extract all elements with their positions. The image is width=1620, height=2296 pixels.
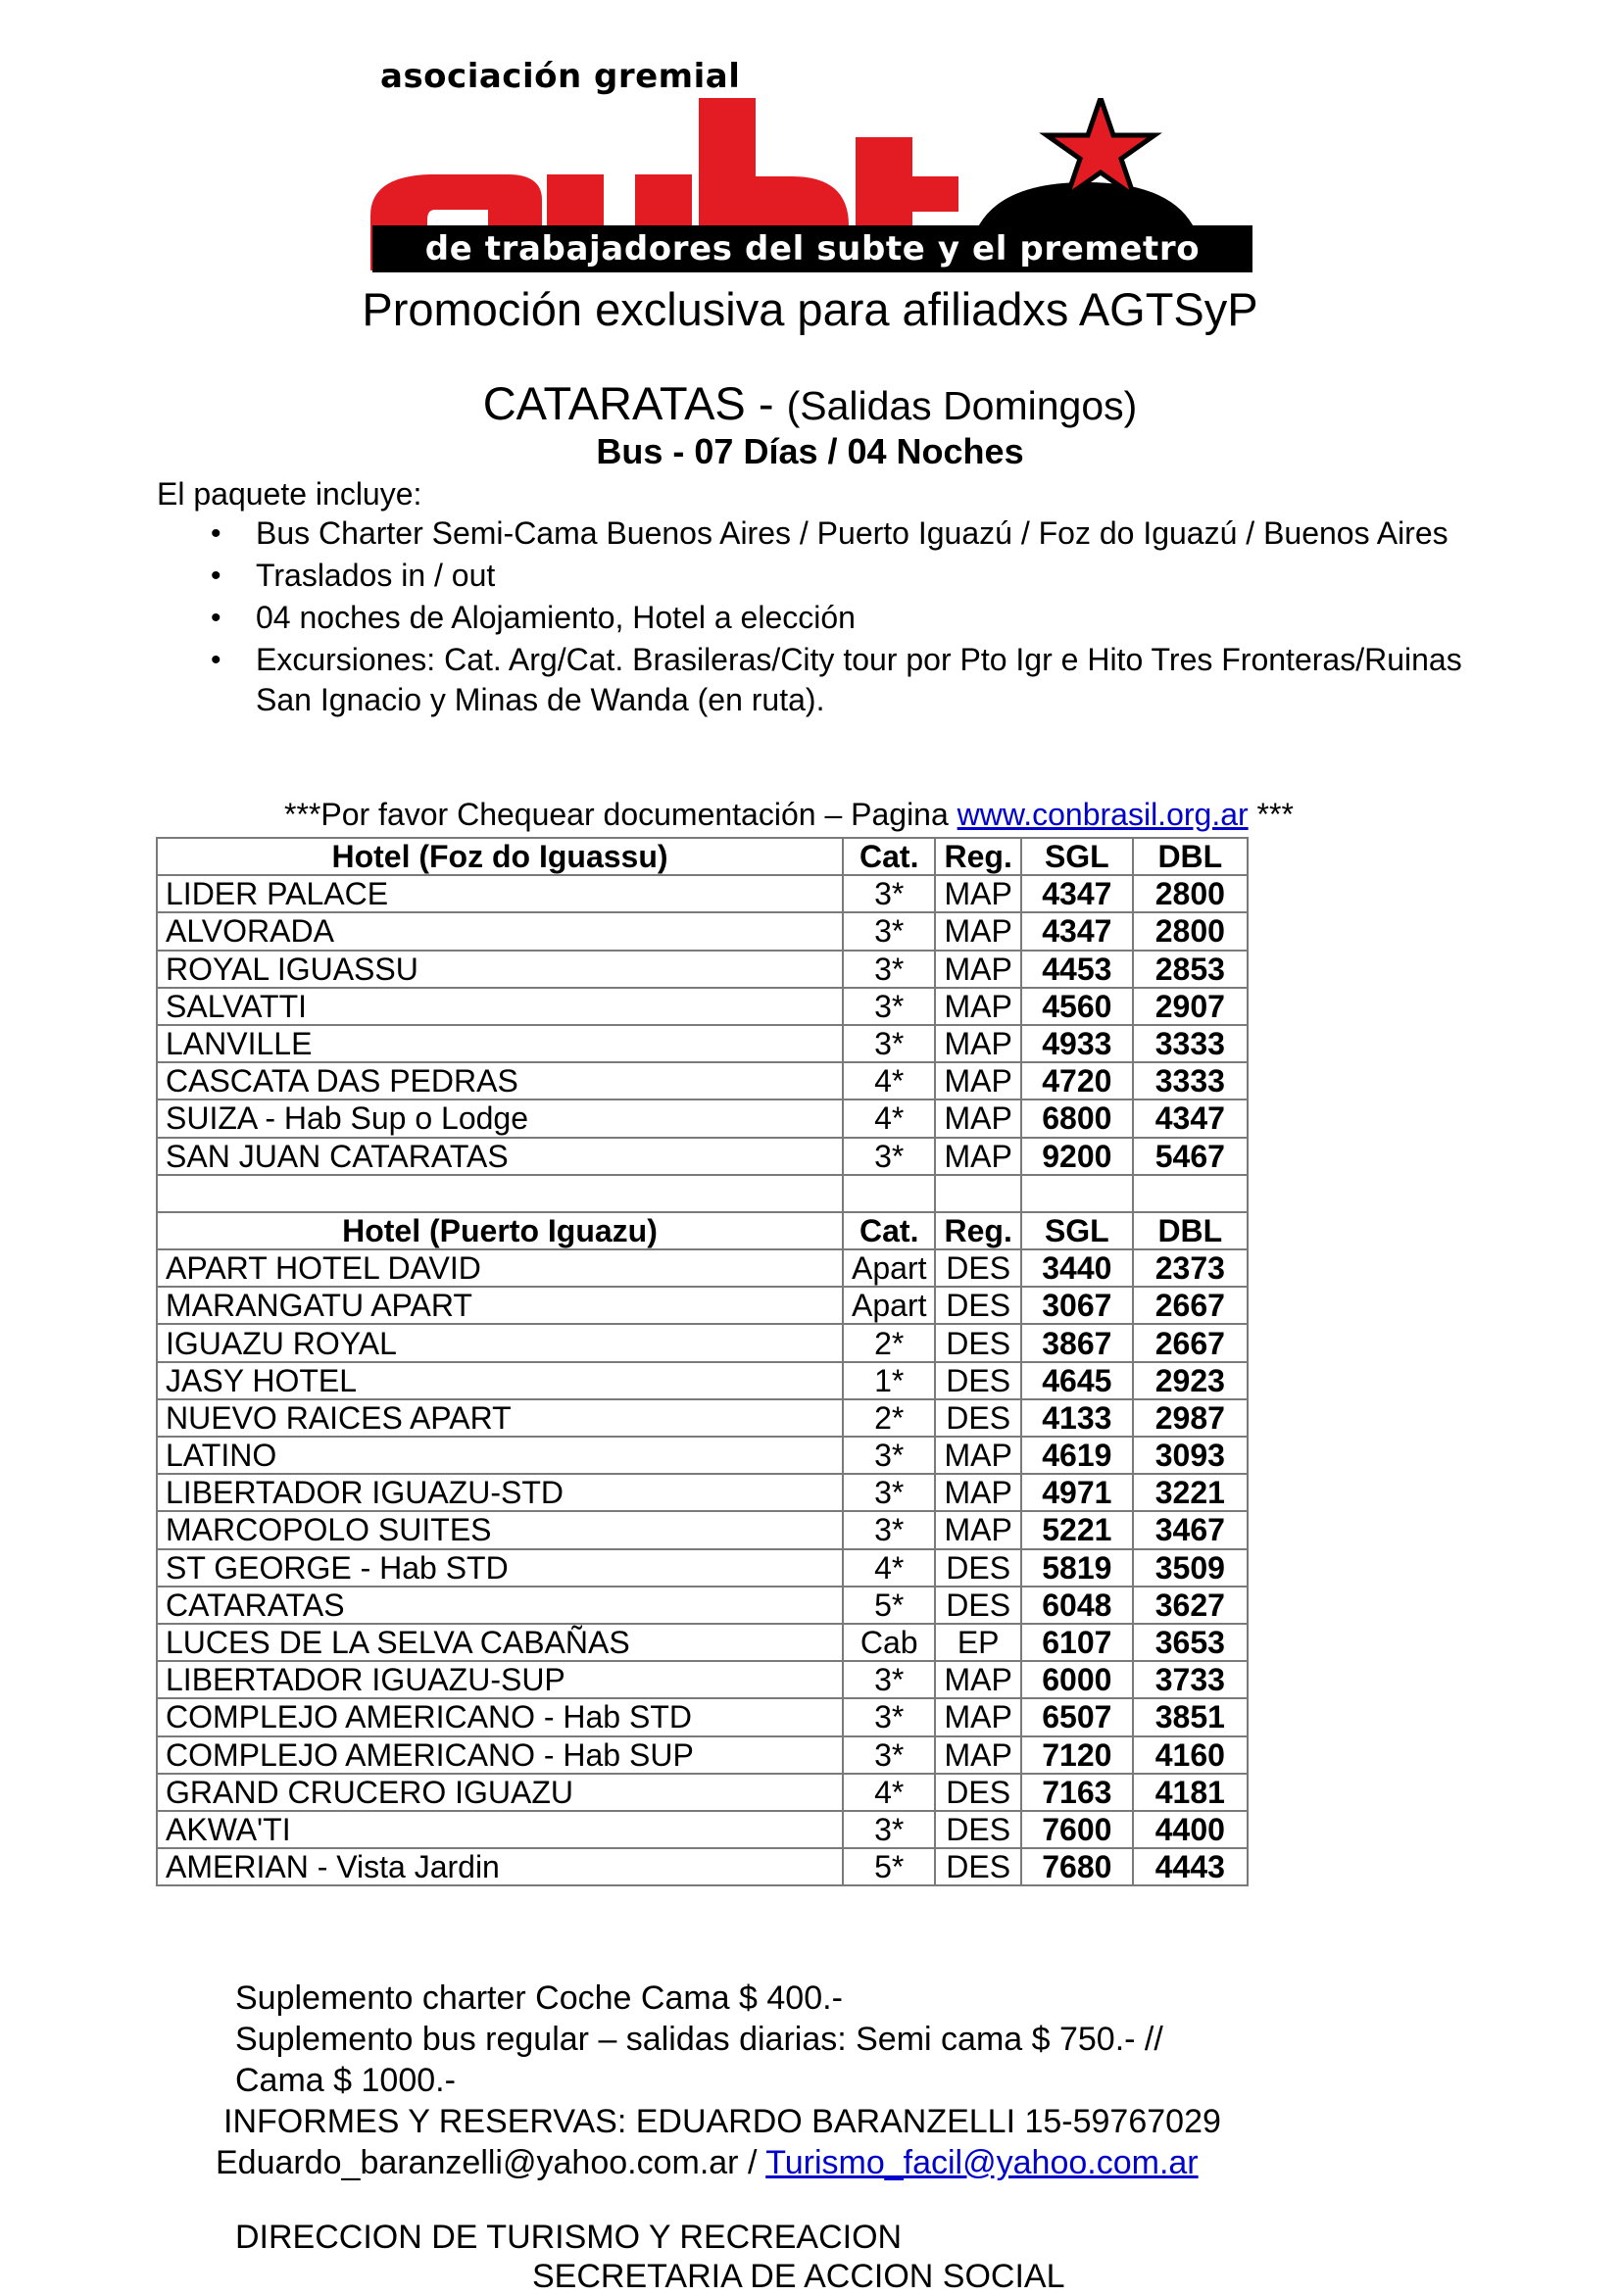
- hotel-name: COMPLEJO AMERICANO - Hab STD: [157, 1698, 843, 1735]
- hotel-name: GRAND CRUCERO IGUAZU: [157, 1774, 843, 1811]
- hotel-regime: MAP: [935, 1025, 1020, 1062]
- column-header: Reg.: [935, 838, 1020, 875]
- table-spacer-row: [157, 1175, 1248, 1212]
- hotel-category: Apart: [843, 1249, 935, 1287]
- empty-cell: [843, 1175, 935, 1212]
- empty-cell: [1021, 1175, 1133, 1212]
- table-row: [157, 1399, 1248, 1437]
- column-header: SGL: [1021, 1212, 1133, 1249]
- hotel-name: MARCOPOLO SUITES: [157, 1511, 843, 1548]
- price-sgl: 4453: [1021, 951, 1133, 988]
- hotel-regime: DES: [935, 1324, 1020, 1361]
- hotel-regime: MAP: [935, 1437, 1020, 1474]
- price-sgl: 4347: [1021, 912, 1133, 950]
- hotel-regime: MAP: [935, 1511, 1020, 1548]
- table-row: [157, 1474, 1248, 1511]
- table-row: [157, 1736, 1248, 1774]
- table-row: [157, 1287, 1248, 1324]
- agtsyp-logo: [370, 45, 1268, 276]
- package-item-text: Bus Charter Semi-Cama Buenos Aires / Puerto Iguazú / Foz do Iguazú / Buenos Aires: [256, 515, 1448, 551]
- table-row: [157, 1099, 1248, 1137]
- hotel-regime: DES: [935, 1399, 1020, 1437]
- hotel-name: SUIZA - Hab Sup o Lodge: [157, 1099, 843, 1137]
- hotel-price-table: [156, 837, 1249, 1886]
- price-dbl: 3333: [1133, 1062, 1248, 1099]
- hotel-category: 3*: [843, 912, 935, 950]
- price-sgl: 9200: [1021, 1138, 1133, 1175]
- price-dbl: 2800: [1133, 912, 1248, 950]
- price-sgl: 4560: [1021, 988, 1133, 1025]
- package-item-text: Excursiones: Cat. Arg/Cat. Brasileras/City tour por Pto Igr e Hito Tres Fronteras/Ruinas San Ignacio y Minas de Wanda (en ruta).: [256, 642, 1462, 717]
- price-dbl: 4400: [1133, 1811, 1248, 1848]
- hotel-name: COMPLEJO AMERICANO - Hab SUP: [157, 1736, 843, 1774]
- price-sgl: 5819: [1021, 1549, 1133, 1587]
- price-dbl: 3653: [1133, 1624, 1248, 1661]
- hotel-category: 2*: [843, 1399, 935, 1437]
- hotel-name: MARANGATU APART: [157, 1287, 843, 1324]
- price-sgl: 5221: [1021, 1511, 1133, 1548]
- hotel-category: 3*: [843, 1474, 935, 1511]
- destination-title: [0, 376, 1620, 430]
- empty-cell: [157, 1175, 843, 1212]
- hotel-regime: DES: [935, 1848, 1020, 1885]
- hotel-name: CATARATAS: [157, 1587, 843, 1624]
- hotel-name: LANVILLE: [157, 1025, 843, 1062]
- price-sgl: 4133: [1021, 1399, 1133, 1437]
- price-sgl: 7120: [1021, 1736, 1133, 1774]
- hotel-regime: MAP: [935, 1661, 1020, 1698]
- documentation-note: [284, 797, 1294, 833]
- hotel-name: JASY HOTEL: [157, 1362, 843, 1399]
- table-row: [157, 1511, 1248, 1548]
- hotel-category: 4*: [843, 1774, 935, 1811]
- column-header: Cat.: [843, 1212, 935, 1249]
- table-row: [157, 1362, 1248, 1399]
- hotel-category: Cab: [843, 1624, 935, 1661]
- hotel-category: 3*: [843, 1698, 935, 1735]
- price-sgl: 6107: [1021, 1624, 1133, 1661]
- price-dbl: 5467: [1133, 1138, 1248, 1175]
- table-row: [157, 951, 1248, 988]
- price-dbl: 2853: [1133, 951, 1248, 988]
- hotel-name: NUEVO RAICES APART: [157, 1399, 843, 1437]
- package-intro: El paquete incluye:: [157, 476, 422, 512]
- hotel-name: ROYAL IGUASSU: [157, 951, 843, 988]
- price-dbl: 3509: [1133, 1549, 1248, 1587]
- table-row: [157, 988, 1248, 1025]
- hotel-category: 3*: [843, 875, 935, 912]
- hotel-regime: MAP: [935, 1698, 1020, 1735]
- price-sgl: 7680: [1021, 1848, 1133, 1885]
- supplement-coche-cama: Suplemento charter Coche Cama $ 400.-: [235, 1979, 843, 2017]
- hotel-regime: MAP: [935, 1138, 1020, 1175]
- hotel-name: LATINO: [157, 1437, 843, 1474]
- column-header: DBL: [1133, 1212, 1248, 1249]
- package-item-text: Traslados in / out: [256, 558, 496, 593]
- conbrasil-link[interactable]: www.conbrasil.org.ar: [957, 797, 1249, 832]
- column-header: Cat.: [843, 838, 935, 875]
- hotel-name: LIDER PALACE: [157, 875, 843, 912]
- hotel-category: 3*: [843, 1811, 935, 1848]
- package-list: [211, 513, 1475, 722]
- hotel-regime: MAP: [935, 912, 1020, 950]
- hotel-category: 4*: [843, 1549, 935, 1587]
- price-sgl: 4971: [1021, 1474, 1133, 1511]
- hotel-name: AKWA'TI: [157, 1811, 843, 1848]
- bullet-icon: •: [211, 560, 221, 592]
- hotel-regime: DES: [935, 1287, 1020, 1324]
- column-header: Hotel (Puerto Iguazu): [157, 1212, 843, 1249]
- hotel-category: 5*: [843, 1848, 935, 1885]
- hotel-regime: EP: [935, 1624, 1020, 1661]
- price-sgl: 6800: [1021, 1099, 1133, 1137]
- price-dbl: 4160: [1133, 1736, 1248, 1774]
- price-sgl: 4933: [1021, 1025, 1133, 1062]
- hotel-category: 3*: [843, 1511, 935, 1548]
- price-dbl: 3467: [1133, 1511, 1248, 1548]
- hotel-regime: MAP: [935, 1062, 1020, 1099]
- column-header: DBL: [1133, 838, 1248, 875]
- informes-reservas: INFORMES Y RESERVAS: EDUARDO BARANZELLI 15-59767029: [223, 2103, 1221, 2140]
- price-sgl: 7600: [1021, 1811, 1133, 1848]
- bullet-icon: •: [211, 517, 221, 550]
- column-header: SGL: [1021, 838, 1133, 875]
- hotel-category: 3*: [843, 951, 935, 988]
- table-row: [157, 1624, 1248, 1661]
- hotel-name: ALVORADA: [157, 912, 843, 950]
- hotel-category: 4*: [843, 1062, 935, 1099]
- note-suffix: ***: [1248, 797, 1294, 832]
- hotel-name: LUCES DE LA SELVA CABAÑAS: [157, 1624, 843, 1661]
- hotel-name: CASCATA DAS PEDRAS: [157, 1062, 843, 1099]
- package-item: [211, 640, 1475, 720]
- promo-title: Promoción exclusiva para afiliadxs AGTSyP: [362, 283, 1258, 335]
- hotel-category: 2*: [843, 1324, 935, 1361]
- table-header-row: [157, 1212, 1248, 1249]
- price-dbl: 2907: [1133, 988, 1248, 1025]
- hotel-regime: MAP: [935, 1736, 1020, 1774]
- table-row: [157, 1249, 1248, 1287]
- email-eduardo: Eduardo_baranzelli@yahoo.com.ar /: [216, 2144, 766, 2181]
- hotel-regime: DES: [935, 1811, 1020, 1848]
- price-sgl: 6048: [1021, 1587, 1133, 1624]
- price-sgl: 4619: [1021, 1437, 1133, 1474]
- empty-cell: [1133, 1175, 1248, 1212]
- price-sgl: 7163: [1021, 1774, 1133, 1811]
- table-row: [157, 1587, 1248, 1624]
- hotel-name: LIBERTADOR IGUAZU-SUP: [157, 1661, 843, 1698]
- price-dbl: 3093: [1133, 1437, 1248, 1474]
- hotel-regime: MAP: [935, 1474, 1020, 1511]
- price-dbl: 2923: [1133, 1362, 1248, 1399]
- price-dbl: 3627: [1133, 1587, 1248, 1624]
- table-row: [157, 1848, 1248, 1885]
- table-row: [157, 1324, 1248, 1361]
- column-header: Reg.: [935, 1212, 1020, 1249]
- contact-emails: [216, 2144, 1199, 2182]
- price-sgl: 6507: [1021, 1698, 1133, 1735]
- hotel-name: ST GEORGE - Hab STD: [157, 1549, 843, 1587]
- table-row: [157, 1698, 1248, 1735]
- hotel-category: 3*: [843, 1736, 935, 1774]
- secretaria-accion-social: SECRETARIA DE ACCION SOCIAL: [532, 2258, 1065, 2295]
- price-sgl: 4347: [1021, 875, 1133, 912]
- supplement-cama: Cama $ 1000.-: [235, 2062, 456, 2099]
- email-turismo-facil-link[interactable]: Turismo_facil@yahoo.com.ar: [765, 2144, 1199, 2181]
- hotel-name: SAN JUAN CATARATAS: [157, 1138, 843, 1175]
- destination-departures: (Salidas Domingos): [786, 383, 1138, 428]
- price-sgl: 3440: [1021, 1249, 1133, 1287]
- hotel-name: SALVATTI: [157, 988, 843, 1025]
- table-row: [157, 1661, 1248, 1698]
- hotel-regime: DES: [935, 1587, 1020, 1624]
- hotel-name: APART HOTEL DAVID: [157, 1249, 843, 1287]
- hotel-regime: MAP: [935, 988, 1020, 1025]
- hotel-name: AMERIAN - Vista Jardin: [157, 1848, 843, 1885]
- hotel-regime: DES: [935, 1362, 1020, 1399]
- table-header-row: [157, 838, 1248, 875]
- hotel-regime: DES: [935, 1549, 1020, 1587]
- hotel-category: 3*: [843, 1138, 935, 1175]
- table-row: [157, 1062, 1248, 1099]
- bullet-icon: •: [211, 644, 221, 676]
- price-sgl: 6000: [1021, 1661, 1133, 1698]
- price-dbl: 3221: [1133, 1474, 1248, 1511]
- price-dbl: 2800: [1133, 875, 1248, 912]
- hotel-regime: MAP: [935, 875, 1020, 912]
- empty-cell: [935, 1175, 1020, 1212]
- price-dbl: 4347: [1133, 1099, 1248, 1137]
- supplement-bus-regular: Suplemento bus regular – salidas diarias: Semi cama $ 750.- //: [235, 2021, 1163, 2058]
- hotel-category: 3*: [843, 988, 935, 1025]
- price-sgl: 3867: [1021, 1324, 1133, 1361]
- price-sgl: 4645: [1021, 1362, 1133, 1399]
- hotel-category: 3*: [843, 1661, 935, 1698]
- table-row: [157, 1549, 1248, 1587]
- hotel-category: 1*: [843, 1362, 935, 1399]
- table-row: [157, 875, 1248, 912]
- price-dbl: 4443: [1133, 1848, 1248, 1885]
- bullet-icon: •: [211, 602, 221, 634]
- price-dbl: 3851: [1133, 1698, 1248, 1735]
- hotel-table-body: [157, 838, 1248, 1885]
- hotel-name: LIBERTADOR IGUAZU-STD: [157, 1474, 843, 1511]
- hotel-category: 3*: [843, 1025, 935, 1062]
- logo-top-text: asociación gremial: [380, 57, 741, 96]
- price-dbl: 4181: [1133, 1774, 1248, 1811]
- price-sgl: 3067: [1021, 1287, 1133, 1324]
- table-row: [157, 1437, 1248, 1474]
- hotel-regime: MAP: [935, 1099, 1020, 1137]
- hotel-category: 4*: [843, 1099, 935, 1137]
- hotel-regime: DES: [935, 1774, 1020, 1811]
- package-item: [211, 598, 1475, 638]
- logo-bar-text: de trabajadores del subte y el premetro: [372, 225, 1252, 272]
- price-sgl: 4720: [1021, 1062, 1133, 1099]
- package-item: [211, 513, 1475, 554]
- hotel-category: 3*: [843, 1437, 935, 1474]
- column-header: Hotel (Foz do Iguassu): [157, 838, 843, 875]
- trip-duration: Bus - 07 Días / 04 Noches: [596, 431, 1024, 471]
- hotel-regime: DES: [935, 1249, 1020, 1287]
- hotel-name: IGUAZU ROYAL: [157, 1324, 843, 1361]
- price-dbl: 2373: [1133, 1249, 1248, 1287]
- hotel-category: 5*: [843, 1587, 935, 1624]
- package-item-text: 04 noches de Alojamiento, Hotel a elección: [256, 600, 856, 635]
- price-dbl: 3333: [1133, 1025, 1248, 1062]
- note-prefix: ***Por favor Chequear documentación – Pagina: [284, 797, 957, 832]
- direccion-turismo: DIRECCION DE TURISMO Y RECREACION: [235, 2219, 903, 2256]
- price-dbl: 2667: [1133, 1324, 1248, 1361]
- destination-name: CATARATAS -: [482, 377, 787, 429]
- table-row: [157, 912, 1248, 950]
- price-dbl: 2987: [1133, 1399, 1248, 1437]
- package-item: [211, 556, 1475, 596]
- table-row: [157, 1025, 1248, 1062]
- price-dbl: 2667: [1133, 1287, 1248, 1324]
- hotel-category: Apart: [843, 1287, 935, 1324]
- table-row: [157, 1774, 1248, 1811]
- table-row: [157, 1138, 1248, 1175]
- price-dbl: 3733: [1133, 1661, 1248, 1698]
- hotel-regime: MAP: [935, 951, 1020, 988]
- table-row: [157, 1811, 1248, 1848]
